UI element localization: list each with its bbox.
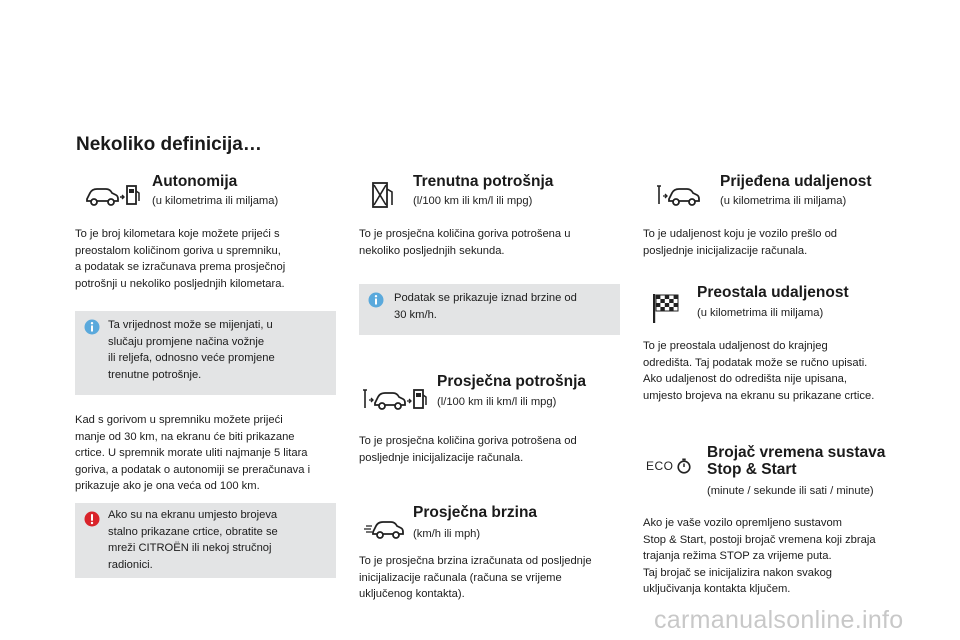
prosjecna-brzina-sub: (km/h ili mph) [413, 528, 481, 540]
trenutna-info-box: Podatak se prikazuje iznad brzine od 30 km/h. [359, 284, 620, 335]
reset-car-icon [656, 183, 700, 214]
autonomija-info-box: Ta vrijednost može se mijenjati, u slučaju promjene načina vožnje ili reljefa, odnosno veće promjene trenutne potrošnje. [75, 311, 336, 395]
preostala-text: To je preostala udaljenost do krajnjeg odredišta. Taj podatak može se ručno upisati. Ako udaljenost do odredišta nije upisana, umjesto brojeva na ekranu su prikazane crtice. [643, 340, 875, 402]
prosjecna-brzina-heading: Prosječna brzina [413, 504, 538, 521]
page-title: Nekoliko definicija… [76, 134, 262, 155]
brojac-heading: Brojač vremena sustava Stop & Start [707, 444, 886, 478]
speed-car-icon [364, 518, 404, 545]
trenutna-heading: Trenutna potrošnja [413, 173, 554, 190]
autonomija-sub: (u kilometrima ili miljama) [152, 195, 279, 207]
brojac-text: Ako je vaše vozilo opremljeno sustavom Stop & Start, postoji brojač vremena koji zbraja trajanja režima STOP za vrijeme puta. Taj brojač se inicijalizira nakon svakog uključivanja kontakta ključem. [643, 517, 876, 595]
fuel-pump-crossed-icon [370, 181, 396, 216]
reset-car-fuel-pump-icon [362, 386, 428, 419]
prijedena-text: To je udaljenost koju je vozilo prešlo od posljednje inicijalizacije računala. [643, 228, 838, 257]
autonomija-text-2: Kad s gorivom u spremniku možete prijeći manje od 30 km, na ekranu će biti prikazane crtice. U spremnik morate uliti najmanje 5 litara goriva, a podatak o autonomiji se preračunava i prikazuje ako je ona veća od 100 km. [75, 414, 311, 492]
car-fuel-pump-icon [84, 183, 140, 214]
autonomija-text: To je broj kilometara koje možete prijeći s preostalom količinom goriva u spremniku, a podatak se izračunava prema prosječnoj potrošnji u nekoliko posljednjih kilometara. [75, 228, 286, 290]
footer-watermark: carmanualsonline.info [654, 606, 904, 634]
info-icon [368, 292, 384, 313]
prosjecna-potrosnja-text: To je prosječna količina goriva potrošena od posljednje inicijalizacije računala. [359, 435, 577, 464]
prijedena-heading: Prijeđena udaljenost [720, 173, 872, 190]
prosjecna-potrosnja-heading: Prosječna potrošnja [437, 373, 587, 390]
info-icon [84, 319, 100, 340]
preostala-sub: (u kilometrima ili miljama) [697, 307, 824, 319]
preostala-heading: Preostala udaljenost [697, 284, 849, 301]
checkered-flag-icon [651, 292, 681, 329]
eco-label: ECO [646, 459, 674, 473]
autonomija-warning-box: Ako su na ekranu umjesto brojeva stalno prikazane crtice, obratite se mreži CITROËN ili nekoj stručnoj radionici. [75, 503, 336, 578]
trenutna-sub: (l/100 km ili km/l ili mpg) [413, 195, 533, 207]
prijedena-sub: (u kilometrima ili miljama) [720, 195, 847, 207]
prosjecna-brzina-text: To je prosječna brzina izračunata od posljednje inicijalizacije računala (računa se vrijeme uključenog kontakta). [359, 555, 592, 600]
autonomija-heading: Autonomija [152, 173, 238, 190]
prosjecna-potrosnja-sub: (l/100 km ili km/l ili mpg) [437, 396, 557, 408]
warning-icon [84, 511, 100, 532]
brojac-sub: (minute / sekunde ili sati / minute) [707, 485, 874, 497]
trenutna-text: To je prosječna količina goriva potrošena u nekoliko posljednjih sekunda. [359, 228, 571, 257]
